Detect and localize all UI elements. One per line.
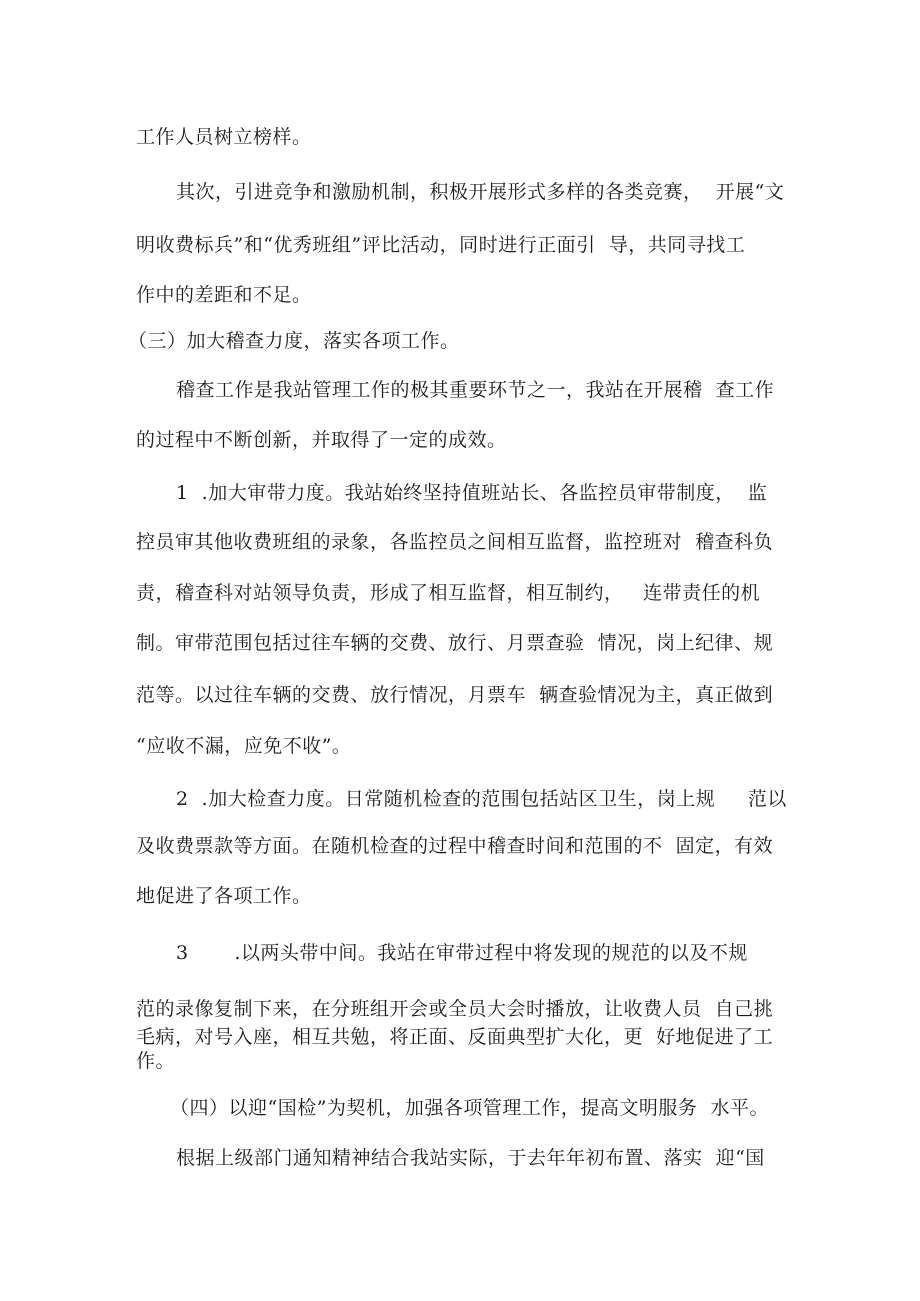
list-item-line: 1 .加大审带力度。我站始终坚持值班站长、各监控员审带制度， 监 (176, 482, 768, 504)
paragraph-line: “应收不漏，应免不收”。 (136, 735, 352, 757)
paragraph-line: 控员审其他收费班组的录象，各监控员之间相互监督，监控班对 稽查科负 (136, 531, 774, 553)
paragraph-line: 地促进了各项工作。 (136, 885, 312, 907)
paragraph-line: 作。 (136, 1050, 176, 1072)
section-heading: （四）以迎“国检”为契机，加强各项管理工作，提高文明服务 水平。 (170, 1097, 770, 1119)
paragraph-line: 工作人员树立榜样。 (136, 126, 312, 148)
paragraph-line: 范等。以过往车辆的交费、放行情况，月票车 辆查验情况为主，真正做到 (136, 684, 774, 706)
paragraph-line: 的过程中不断创新，并取得了一定的成效。 (136, 429, 507, 451)
paragraph-line: 制。审带范围包括过往车辆的交费、放行、月票查验 情况，岗上纪律、规 (136, 632, 774, 654)
section-heading: （三）加大稽查力度，落实各项工作。 (128, 330, 460, 352)
list-item-line: 3 .以两头带中间。我站在审带过程中将发现的规范的以及不规 (176, 942, 748, 964)
paragraph-line: 责，稽查科对站领导负责，形成了相互监督，相互制约， 连带责任的机 (136, 582, 761, 604)
paragraph-line: 毛病，对号入座，相互共勉，将正面、反面典型扩大化，更 好地促进了工 (136, 1026, 774, 1048)
paragraph-line: 其次，引进竞争和激励机制，积极开展形式多样的各类竞赛， 开展“文 (176, 181, 785, 203)
paragraph-line: 根据上级部门通知精神结合我站实际，于去年年初布置、落实 迎“国 (176, 1147, 765, 1169)
paragraph-line: 明收费标兵”和“优秀班组”评比活动，同时进行正面引 导，共同寻找工 (136, 234, 746, 256)
paragraph-line: 及收费票款等方面。在随机检查的过程中稽查时间和范围的不 固定，有效 (136, 835, 774, 857)
list-item-line: 2 .加大检查力度。日常随机检查的范围包括站区卫生，岗上规 范以 (176, 788, 787, 810)
paragraph-line: 作中的差距和不足。 (136, 284, 312, 306)
paragraph-line: 范的录像复制下来，在分班组开会或全员大会时播放，让收费人员 自己挑 (136, 998, 774, 1020)
paragraph-line: 稽查工作是我站管理工作的极其重要环节之一，我站在开展稽 查工作 (176, 379, 775, 401)
